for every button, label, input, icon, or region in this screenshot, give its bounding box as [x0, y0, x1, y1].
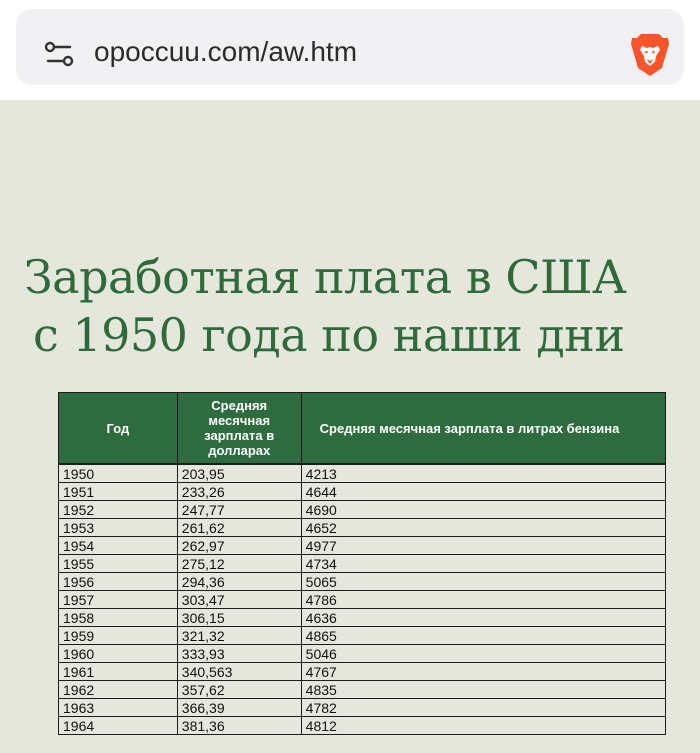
cell-wage-gasoline: 4782 [301, 699, 665, 717]
cell-wage-usd: 294,36 [177, 573, 301, 591]
table-row [59, 519, 666, 537]
cell-wage-usd: 340,563 [177, 663, 301, 681]
cell-wage-gasoline: 4213 [301, 464, 665, 483]
cell-wage-usd: 262,97 [177, 537, 301, 555]
cell-year: 1953 [59, 519, 178, 537]
cell-wage-gasoline: 4812 [301, 717, 665, 735]
cell-year: 1952 [59, 501, 178, 519]
brave-lion-icon[interactable] [630, 32, 670, 78]
cell-year: 1950 [59, 464, 178, 483]
cell-wage-gasoline: 4652 [301, 519, 665, 537]
table-row [59, 627, 666, 645]
table-row [59, 573, 666, 591]
title-line-1: Заработная плата в США [24, 250, 627, 304]
wages-table [58, 392, 666, 735]
header-monthly-wage-gasoline: Средняя месячная зарплата в литрах бензина [301, 393, 665, 465]
cell-year: 1962 [59, 681, 178, 699]
cell-year: 1964 [59, 717, 178, 735]
cell-year: 1954 [59, 537, 178, 555]
title-line-2: с 1950 года по наши дни [33, 308, 625, 362]
table-row [59, 537, 666, 555]
cell-year: 1955 [59, 555, 178, 573]
cell-wage-gasoline: 4977 [301, 537, 665, 555]
cell-year: 1959 [59, 627, 178, 645]
table-row [59, 699, 666, 717]
cell-wage-gasoline: 4636 [301, 609, 665, 627]
table-row [59, 555, 666, 573]
cell-wage-usd: 321,32 [177, 627, 301, 645]
web-page [0, 100, 700, 753]
cell-wage-gasoline: 4644 [301, 483, 665, 501]
cell-wage-gasoline: 5046 [301, 645, 665, 663]
table-row [59, 645, 666, 663]
cell-wage-usd: 233,26 [177, 483, 301, 501]
table-row [59, 483, 666, 501]
header-monthly-wage-usd: Средняя месячная зарплата в долларах [177, 393, 301, 465]
cell-wage-gasoline: 4865 [301, 627, 665, 645]
cell-wage-usd: 306,15 [177, 609, 301, 627]
table-row [59, 501, 666, 519]
cell-wage-gasoline: 4767 [301, 663, 665, 681]
cell-wage-usd: 203,95 [177, 464, 301, 483]
table-body [59, 464, 666, 735]
table-row [59, 591, 666, 609]
table-row [59, 663, 666, 681]
cell-wage-usd: 275,12 [177, 555, 301, 573]
cell-wage-gasoline: 4734 [301, 555, 665, 573]
table-row [59, 609, 666, 627]
cell-wage-usd: 366,39 [177, 699, 301, 717]
cell-wage-gasoline: 4835 [301, 681, 665, 699]
cell-wage-usd: 381,36 [177, 717, 301, 735]
cell-year: 1957 [59, 591, 178, 609]
cell-wage-usd: 247,77 [177, 501, 301, 519]
cell-year: 1960 [59, 645, 178, 663]
cell-wage-usd: 357,62 [177, 681, 301, 699]
table-row [59, 717, 666, 735]
table-row [59, 681, 666, 699]
table-row [59, 464, 666, 483]
cell-wage-gasoline: 4786 [301, 591, 665, 609]
cell-year: 1956 [59, 573, 178, 591]
cell-wage-usd: 303,47 [177, 591, 301, 609]
tune-icon[interactable] [44, 39, 74, 69]
address-bar[interactable] [16, 9, 684, 85]
cell-wage-gasoline: 4690 [301, 501, 665, 519]
header-year: Год [59, 393, 178, 465]
cell-year: 1958 [59, 609, 178, 627]
cell-wage-usd: 261,62 [177, 519, 301, 537]
cell-wage-gasoline: 5065 [301, 573, 665, 591]
cell-wage-usd: 333,93 [177, 645, 301, 663]
table-header-row [59, 393, 666, 465]
cell-year: 1963 [59, 699, 178, 717]
url-text[interactable]: opoccuu.com/aw.htm [94, 36, 358, 67]
cell-year: 1961 [59, 663, 178, 681]
cell-year: 1951 [59, 483, 178, 501]
browser-toolbar [0, 0, 700, 100]
page-title [24, 248, 626, 364]
